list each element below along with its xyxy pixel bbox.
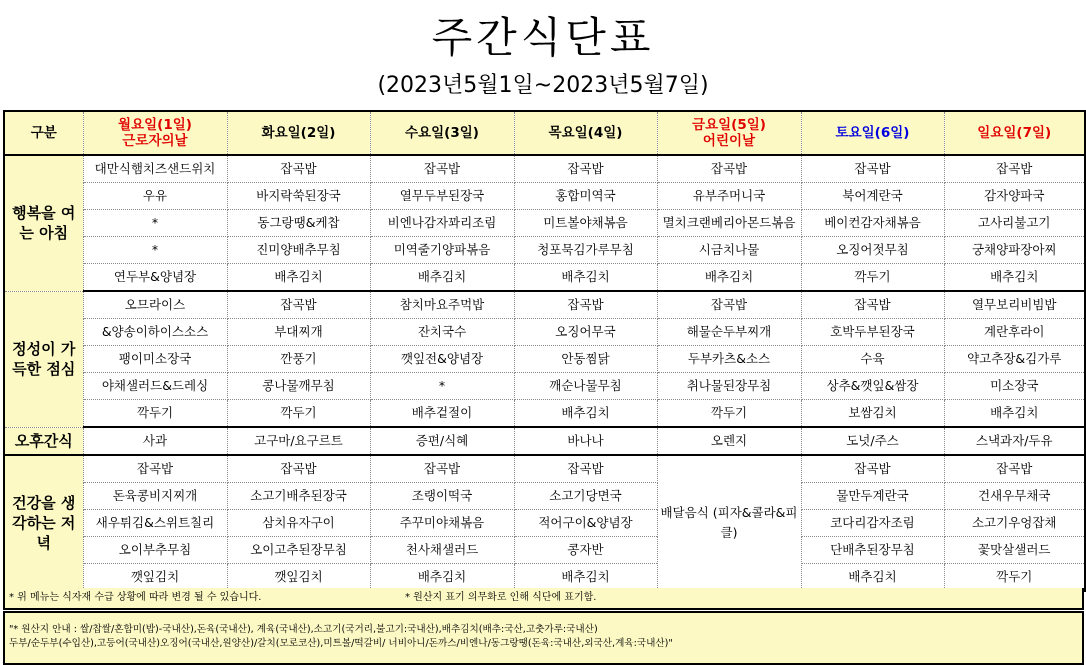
table-row [4,400,1085,428]
breakfast-item: 멸치크랜베리아몬드볶음 [657,210,801,237]
dinner-item: 깻잎김치 [83,564,227,592]
origin-line-2: 두부/순두부(수입산),고등어(국내산)오징어(국내산,원양산)/갈치(모로코산),미트볼/떡갈비/ 너비아니/돈까스/비엔나/동그랑땡(돈육:국내산,외국산,계육:국내산)" [9,638,673,649]
lunch-item: 팽이미소장국 [83,346,227,373]
lunch-item: 오므라이스 [83,291,227,319]
lunch-item: 열무보리비빔밥 [944,291,1085,319]
breakfast-item: 배추김치 [227,264,370,292]
breakfast-item: 잡곡밥 [944,155,1085,183]
lunch-item: 상추&깻잎&쌈장 [801,373,944,400]
dinner-item: 깍두기 [944,564,1085,592]
breakfast-item: 배추김치 [944,264,1085,292]
menu-table [3,110,1086,592]
dinner-label: 건강을 생각하는 저녁 [4,455,83,591]
dinner-item: 꽃맛살샐러드 [944,537,1085,564]
dinner-item: 오이부추무침 [83,537,227,564]
note-change: * 위 메뉴는 식자재 수급 상황에 따라 변경 될 수 있습니다. [9,592,262,603]
table-row [4,291,1085,319]
dinner-item: 새우튀김&스위트칠리 [83,510,227,537]
table-row [4,537,1085,564]
breakfast-item: 고사리불고기 [944,210,1085,237]
breakfast-item: 우유 [83,183,227,210]
lunch-item: 배추김치 [514,400,657,428]
lunch-item: 깻잎전&양념장 [370,346,514,373]
header-day-label: 목요일(4일) [548,125,623,141]
header-day-2 [227,111,370,155]
header-day-label: 월요일(1일) [118,117,192,133]
period-subtitle: (2023년5월1일~2023년5월7일) [377,73,709,98]
origin-info [3,611,1084,665]
breakfast-item: 동그랑땡&케찹 [227,210,370,237]
header-day-6 [801,111,944,155]
breakfast-item: 연두부&양념장 [83,264,227,292]
lunch-item: 잡곡밥 [514,291,657,319]
breakfast-item: 잡곡밥 [514,155,657,183]
dinner-item: 잡곡밥 [370,455,514,483]
lunch-item: 야채샐러드&드레싱 [83,373,227,400]
dinner-item: 소고기배추된장국 [227,483,370,510]
lunch-item: 두부카츠&소스 [657,346,801,373]
breakfast-item: 열무두부된장국 [370,183,514,210]
dinner-item: 적어구이&양념장 [514,510,657,537]
lunch-item: 수육 [801,346,944,373]
dinner-item: 배추김치 [370,564,514,592]
dinner-item: 잡곡밥 [514,455,657,483]
breakfast-item: 유부주머니국 [657,183,801,210]
lunch-item: 잡곡밥 [227,291,370,319]
breakfast-item: 잡곡밥 [657,155,801,183]
breakfast-item: 배추김치 [370,264,514,292]
table-row [4,373,1085,400]
dinner-item: 삼치유자구이 [227,510,370,537]
dinner-item: 건새우무채국 [944,483,1085,510]
breakfast-item: 궁채양파장아찌 [944,237,1085,264]
lunch-item: 부대찌개 [227,319,370,346]
snack-item: 고구마/요구르트 [227,427,370,455]
breakfast-item: * [83,237,227,264]
lunch-item: 깐풍기 [227,346,370,373]
snack-item: 증편/식혜 [370,427,514,455]
header-day-4 [514,111,657,155]
breakfast-item: 대만식햄치즈샌드위치 [83,155,227,183]
lunch-item: 호박두부된장국 [801,319,944,346]
lunch-item: 참치마요주먹밥 [370,291,514,319]
dinner-item: 잡곡밥 [801,455,944,483]
header-day-holiday: 어린이날 [702,133,756,149]
page-title: 주간식단표 [431,13,655,62]
dinner-item: 깻잎김치 [227,564,370,592]
breakfast-item: 깍두기 [801,264,944,292]
dinner-item: 소고기당면국 [514,483,657,510]
breakfast-item: 북어계란국 [801,183,944,210]
breakfast-item: * [83,210,227,237]
snack-item: 바나나 [514,427,657,455]
table-row [4,483,1085,510]
note-origin-label: * 원산지 표기 의무화로 인해 식단에 표기함. [405,592,597,603]
lunch-item: 잔치국수 [370,319,514,346]
breakfast-item: 잡곡밥 [227,155,370,183]
lunch-item: 깍두기 [83,400,227,428]
table-row [4,564,1085,592]
header-day-label: 수요일(3일) [405,125,479,141]
lunch-item: 보쌈김치 [801,400,944,428]
breakfast-item: 바지락쑥된장국 [227,183,370,210]
breakfast-item: 배추김치 [657,264,801,292]
lunch-item: 깍두기 [227,400,370,428]
table-row [4,319,1085,346]
lunch-item: 깨순나물무침 [514,373,657,400]
breakfast-item: 오징어젓무침 [801,237,944,264]
dinner-item: 잡곡밥 [944,455,1085,483]
breakfast-item: 시금치나물 [657,237,801,264]
dinner-item: 오이고추된장무침 [227,537,370,564]
lunch-item: * [370,373,514,400]
lunch-item: 깍두기 [657,400,801,428]
table-row [4,510,1085,537]
breakfast-item: 비엔나감자꽈리조림 [370,210,514,237]
header-day-7 [944,111,1085,155]
header-day-label: 화요일(2일) [261,125,336,141]
lunch-item: &양송이하이스소스 [83,319,227,346]
table-row [4,210,1085,237]
snack-item: 오렌지 [657,427,801,455]
snack-item: 도넛/주스 [801,427,944,455]
header-day-5 [657,111,801,155]
header-day-label: 토요일(6일) [835,125,910,141]
lunch-item: 배추겉절이 [370,400,514,428]
snack-item: 스낵과자/두유 [944,427,1085,455]
lunch-item: 계란후라이 [944,319,1085,346]
snack-item: 사과 [83,427,227,455]
breakfast-item: 미역줄기양파볶음 [370,237,514,264]
table-row [4,427,1085,455]
lunch-item: 약고추장&김가루 [944,346,1085,373]
table-row [4,346,1085,373]
table-row [4,155,1085,183]
lunch-item: 미소장국 [944,373,1085,400]
dinner-item: 천사채샐러드 [370,537,514,564]
lunch-item: 취나물된장무침 [657,373,801,400]
breakfast-label: 행복을 여는 아침 [4,155,83,291]
dinner-item: 소고기우엉잡채 [944,510,1085,537]
lunch-item: 안동찜닭 [514,346,657,373]
lunch-item: 잡곡밥 [801,291,944,319]
dinner-friday-delivery: 배달음식 (피자&콜라&피클) [657,455,801,591]
table-row [4,183,1085,210]
header-row [4,111,1085,155]
dinner-item: 주꾸미야채볶음 [370,510,514,537]
dinner-item: 배추김치 [801,564,944,592]
lunch-item: 해물순두부찌개 [657,319,801,346]
header-day-holiday: 근로자의날 [122,133,188,149]
breakfast-item: 청포묵김가루무침 [514,237,657,264]
dinner-item: 조랭이떡국 [370,483,514,510]
header-day-1 [83,111,227,155]
breakfast-item: 베이컨감자채볶음 [801,210,944,237]
breakfast-item: 홍합미역국 [514,183,657,210]
breakfast-item: 미트볼야채볶음 [514,210,657,237]
breakfast-item: 잡곡밥 [370,155,514,183]
breakfast-item: 잡곡밥 [801,155,944,183]
dinner-item: 물만두계란국 [801,483,944,510]
breakfast-item: 배추김치 [514,264,657,292]
dinner-item: 코다리감자조림 [801,510,944,537]
dinner-item: 잡곡밥 [83,455,227,483]
notes-row [3,588,1084,610]
dinner-item: 배추김치 [514,564,657,592]
header-day-label: 금요일(5일) [692,117,766,133]
breakfast-item: 진미양배추무침 [227,237,370,264]
lunch-item: 잡곡밥 [657,291,801,319]
lunch-item: 오징어무국 [514,319,657,346]
dinner-item: 콩자반 [514,537,657,564]
lunch-label: 정성이 가득한 점심 [4,291,83,427]
table-row [4,264,1085,292]
lunch-item: 배추김치 [944,400,1085,428]
dinner-item: 잡곡밥 [227,455,370,483]
breakfast-item: 감자양파국 [944,183,1085,210]
table-row [4,455,1085,483]
header-category: 구분 [4,111,83,155]
dinner-item: 단배추된장무침 [801,537,944,564]
origin-line-1: "* 원산지 안내 : 쌀/찹쌀/혼합미(밥)-국내산),돈육(국내산), 계육(국내산),소고기(국거리,불고기:국내산),배추김치(배추:국산,고춧가루:국내산) [9,624,598,635]
snack-label: 오후간식 [4,427,83,455]
header-day-label: 일요일(7일) [977,125,1052,141]
header-day-3 [370,111,514,155]
dinner-item: 돈육콩비지찌개 [83,483,227,510]
table-row [4,237,1085,264]
lunch-item: 콩나물깨무침 [227,373,370,400]
